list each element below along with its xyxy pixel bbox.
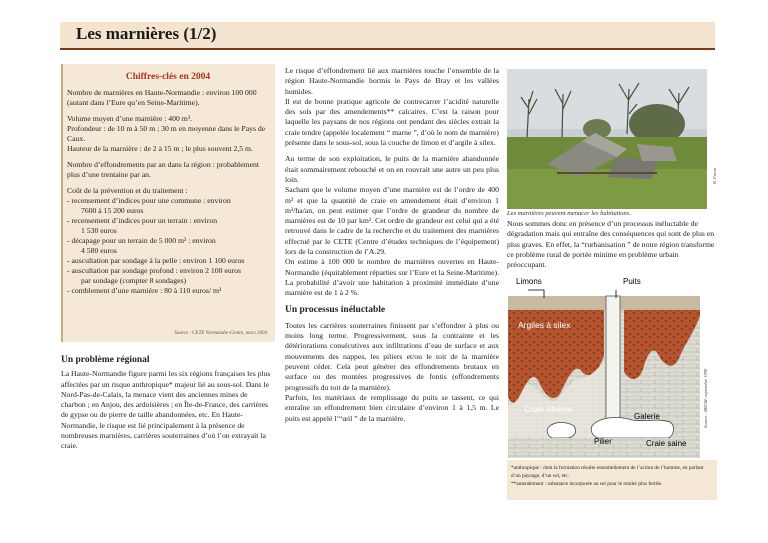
label-craie-alteree: Craie altérée (524, 404, 573, 414)
photo-caption: Les marnières peuvent menacer les habitations. (507, 210, 631, 217)
main-text-column (285, 66, 499, 424)
diagram-source: Source : BRGM, septembre 1998 (703, 368, 708, 428)
paragraph: Toutes les carrières souterraines finissent par s’effondrer à plus ou moins long terme. Progressivement, sous la contrainte et les détériorations consécutives aux infiltrations d’eau de surface et aux mouvements des nappes, les piliers et/ou le toit de la marnière peuvent céder. Cela peut générer des effondrements brutaux en surface ou des montées progressives de fontis (effondrements progressifs du toit de la marnière). (285, 320, 499, 392)
section-heading: Un problème régional (61, 355, 150, 365)
cost-line: - décapage pour un terrain de 5 000 m² : environ (67, 236, 216, 245)
cost-line: 7600 à 15 200 euros (81, 206, 144, 215)
key-figures-depth: Profondeur : de 10 m à 50 m ; 30 m en moyenne dans le Pays de Caux. (67, 124, 266, 143)
cross-section-svg (508, 276, 700, 458)
paragraph: Parfois, les matériaux de remplissage du puits se tassent, ce qui entraîne un effondrement bien circulaire d’environ 1 à 1,5 m. Le puits est appelé l’“œil ” de la marnière. (285, 392, 499, 423)
regional-problem-section (61, 355, 273, 452)
cost-title: Coût de la prévention et du traitement : (67, 186, 188, 195)
paragraph: On estime à 100 000 le nombre de marnières ouvertes en Haute-Normandie (équitablement réparties sur l’Eure et la Seine-Maritime). La probabilité d’avoir une habitation à proximité immédiate d’une marnière est de 1 à 2 %. (285, 257, 499, 298)
section-heading: Un processus inéluctable (285, 304, 386, 315)
marniere-cross-section-diagram (508, 276, 700, 458)
key-figures-costs (67, 186, 269, 296)
label-puits: Puits (623, 277, 641, 286)
key-figures-box (61, 64, 275, 342)
photo-illustration (507, 69, 707, 209)
photo-credit: B. Farou (712, 167, 717, 184)
cost-line: - recensement d’indices pour une commune : environ (67, 196, 231, 205)
footnote-anthropique: *anthropique : dont la formation résulte essentiellement de l’action de l’homme, en parlant d’un paysage, d’un sol, etc. (511, 465, 704, 479)
key-figures-source: Source : CETE Normandie-Centre, mars 2004 (174, 331, 267, 336)
paragraph: Sachant que le volume moyen d’une marnière est de l’ordre de 400 m³ et que la quantité de craie en amendement était d’environ 1 m³/ha/an, on peut estimer que l’ordre de grandeur du nombre de marnières est de 10 par km². Cet ordre de grandeur est celui qui a été retrouvé dans le cadre de la recherche et du traitement des marnières effectué par le CETE (Centre d’études techniques de l’équipement) lors de la construction de l’A.29. (285, 185, 499, 257)
footnote-amendement: **amendement : substance incorporée au sol pour le rendre plus fertile. (511, 481, 663, 487)
key-figures-dimensions (67, 114, 269, 154)
cost-line: 1 530 euros (81, 226, 117, 235)
footnotes-box (507, 460, 717, 500)
page-title: Les marnières (1/2) (76, 24, 217, 43)
label-galerie: Galerie (634, 412, 660, 421)
cost-line: - auscultation par sondage profond : environ 2 100 euros (67, 266, 241, 275)
section-text: La Haute-Normandie figure parmi les six régions françaises les plus affectées par un risque anthropique* majeur lié au sous-sol. Dans le Nord-Pas-de-Calais, la menace vient des anciennes mines de charbon ; en Anjou, des ardoisières ; en Île-de-France, des carrières de gypse ou de pierre de taille abandonnées, etc. En Haute-Normandie, le risque est lié principalement à la présence de nombreuses marnières, carrières souterraines d’où l’on extrayait la craie. (61, 369, 271, 451)
paragraph: Au terme de son exploitation, le puits de la marnière abandonnée était sommairement rebouché et on en rouvrait une autre un peu plus loin. (285, 154, 499, 184)
label-limons: Limons (516, 277, 542, 286)
key-figures-heading: Chiffres-clés en 2004 (125, 72, 211, 82)
cost-line: 4 580 euros (81, 246, 117, 255)
key-figures-count: Nombre de marnières en Haute-Normandie : environ 100 000 (autant dans l’Eure qu’en Seine-Maritime). (67, 88, 257, 107)
key-figures-collapses: Nombre d’effondrements par an dans la région : probablement plus d’une trentaine par an. (67, 160, 259, 179)
key-figures-volume: Volume moyen d’une marnière : 400 m³. (67, 114, 192, 123)
key-figures-height: Hauteur de la marnière : de 2 à 15 m ; le plus souvent 2,5 m. (67, 144, 253, 153)
label-craie-saine: Craie saine (646, 439, 687, 448)
paragraph: Nous sommes donc en présence d’un processus inéluctable de dégradation mais qui entraîne des conséquences qui sont de plus en plus graves. En effet, la “rurbanisation ” de notre région transforme ce problème rural de portée minime en problème urbain préoccupant. (507, 219, 715, 270)
paragraph: Il est de bonne pratique agricole de contrecarrer l’acidité naturelle des sols par des amendements** calcaires. C’est la raison pour laquelle les paysans de nos régions ont pendant des siècles extrait la craie tendre (appelée localement “ marne ”, d’où le nom de marnière) présente dans le sous-sol, sous la couche de limon et d’argile à silex. (285, 96, 499, 148)
cost-line: - recensement d’indices pour un terrain : environ (67, 216, 218, 225)
cost-line: - auscultation par sondage à la pelle : environ 1 100 euros (67, 256, 245, 265)
paragraph: Le risque d’effondrement lié aux marnières touche l’ensemble de la région Haute-Normandie hormis le Pays de Bray et les vallées humides. (285, 66, 499, 96)
label-pilier: Pilier (594, 437, 612, 446)
collapsed-house-photo (507, 69, 707, 209)
cost-line: - comblement d’une marnière : 80 à 110 euros/ m³ (67, 286, 222, 295)
title-rule (60, 48, 715, 50)
label-argiles: Argiles à silex (518, 320, 571, 330)
cost-line: par sondage (compter 8 sondages) (81, 276, 187, 285)
right-text-column (507, 219, 717, 270)
